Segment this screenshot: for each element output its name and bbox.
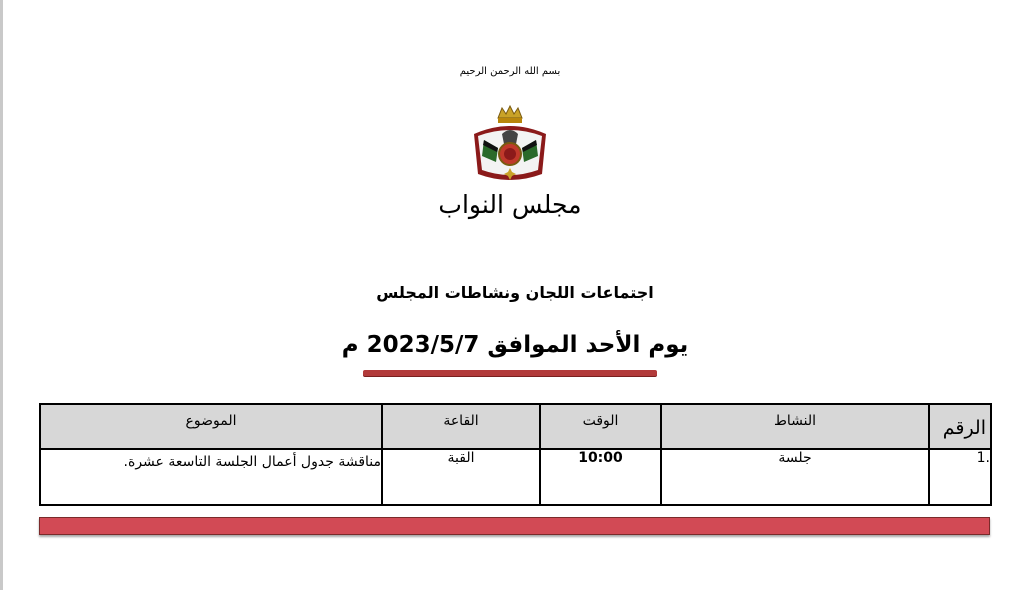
coat-of-arms-icon [468,104,552,188]
cell-activity: جلسة [661,449,929,505]
bottom-decorative-bar [39,517,990,535]
basmala: بسم الله الرحمن الرحيم [459,66,561,77]
table-row [40,449,991,505]
header-number: الرقم [929,404,991,449]
header-time: الوقت [540,404,661,449]
table-header-row [40,404,991,449]
cell-time: 10:00 [540,449,661,505]
header-activity: النشاط [661,404,929,449]
cell-subject: مناقشة جدول أعمال الجلسة التاسعة عشرة. [40,449,382,505]
cell-number: .1 [929,449,991,505]
header-room: القاعة [382,404,540,449]
council-name-logo: مجلس النواب [438,190,582,219]
schedule-table [39,403,992,506]
cell-room: القبة [382,449,540,505]
date-underline [363,370,657,376]
page-heading: اجتماعات اللجان ونشاطات المجلس [376,283,654,302]
page-left-edge [0,0,3,590]
header-subject: الموضوع [40,404,382,449]
date-line: يوم الأحد الموافق 2023/5/7 م [341,332,689,358]
